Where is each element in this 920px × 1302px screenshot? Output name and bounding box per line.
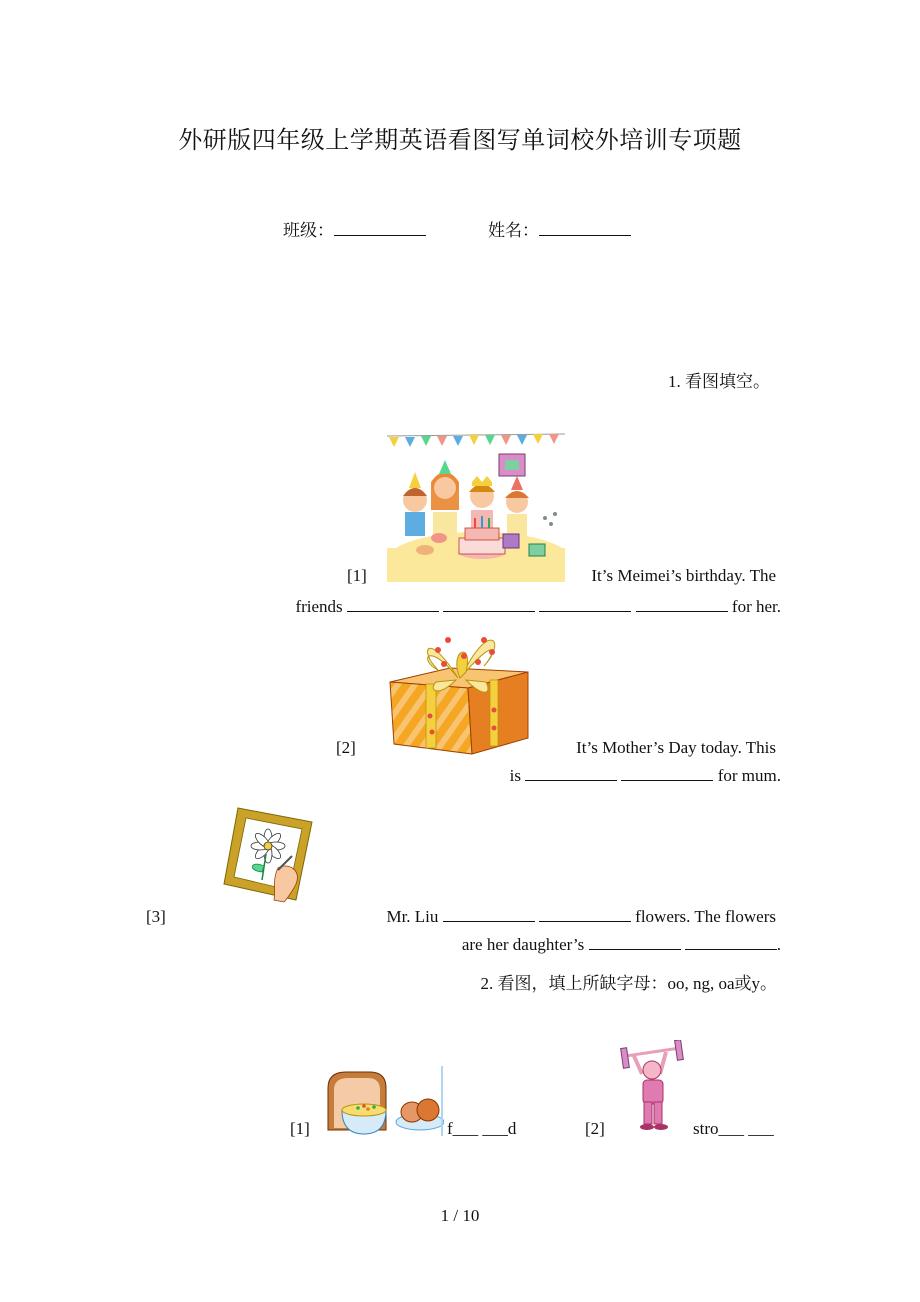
q3-blank-2[interactable]	[539, 907, 631, 922]
q3-blank-3[interactable]	[589, 935, 681, 950]
food-image	[324, 1066, 444, 1136]
q3-blank-1[interactable]	[443, 907, 535, 922]
q2-blank-1[interactable]	[525, 766, 617, 781]
class-blank[interactable]	[334, 221, 426, 236]
q1-blank-2[interactable]	[443, 597, 535, 612]
section1-heading: 1. 看图填空。	[668, 372, 770, 391]
name-blank[interactable]	[539, 221, 631, 236]
q1-blank-4[interactable]	[636, 597, 728, 612]
q2-line1: It’s Mother’s Day today. This	[576, 738, 776, 757]
gift-box-image	[388, 620, 534, 756]
s2-q2-number: [2]	[585, 1119, 605, 1138]
q1-blank-3[interactable]	[539, 597, 631, 612]
q1-line2-end: for her.	[731, 597, 781, 616]
flower-drawing-image	[222, 804, 318, 904]
q2-number: [2]	[336, 738, 356, 757]
q3-line1-end: flowers. The flowers	[635, 907, 776, 926]
q3-line1	[386, 907, 776, 927]
class-field	[283, 216, 426, 241]
q1-line2-start: friends	[295, 597, 343, 616]
section2-heading: 2. 看图，填上所缺字母：oo, ng, oa或y。	[480, 974, 777, 993]
q3-blank-4[interactable]	[685, 935, 777, 950]
q2-line2-end: for mum.	[717, 766, 781, 785]
name-field	[488, 216, 631, 241]
q3-line2-end: .	[776, 935, 781, 954]
q1-line2	[295, 597, 781, 617]
q1-number: [1]	[347, 566, 367, 585]
name-label: 姓名：	[488, 221, 539, 241]
q2-line2-start: is	[509, 766, 521, 785]
q2-line2	[510, 766, 781, 786]
q3-number: [3]	[146, 907, 166, 926]
birthday-party-image	[387, 430, 565, 582]
q2-blank-2[interactable]	[621, 766, 713, 781]
class-label: 班级：	[283, 221, 334, 241]
q3-line2	[462, 935, 781, 955]
q1-line1: It’s Meimei’s birthday. The	[591, 566, 776, 585]
weightlifter-image	[620, 1040, 686, 1132]
s2-q1-word[interactable]: f___ ___d	[447, 1119, 517, 1138]
page-title: 外研版四年级上学期英语看图写单词校外培训专项题	[178, 126, 742, 154]
s2-q2-word[interactable]: stro___ ___	[693, 1119, 774, 1138]
q3-line2-start: are her daughter’s	[461, 935, 585, 954]
q3-line1-start: Mr. Liu	[386, 907, 439, 926]
page-number: 1 / 10	[440, 1206, 480, 1225]
q1-blank-1[interactable]	[347, 597, 439, 612]
s2-q1-number: [1]	[290, 1119, 310, 1138]
